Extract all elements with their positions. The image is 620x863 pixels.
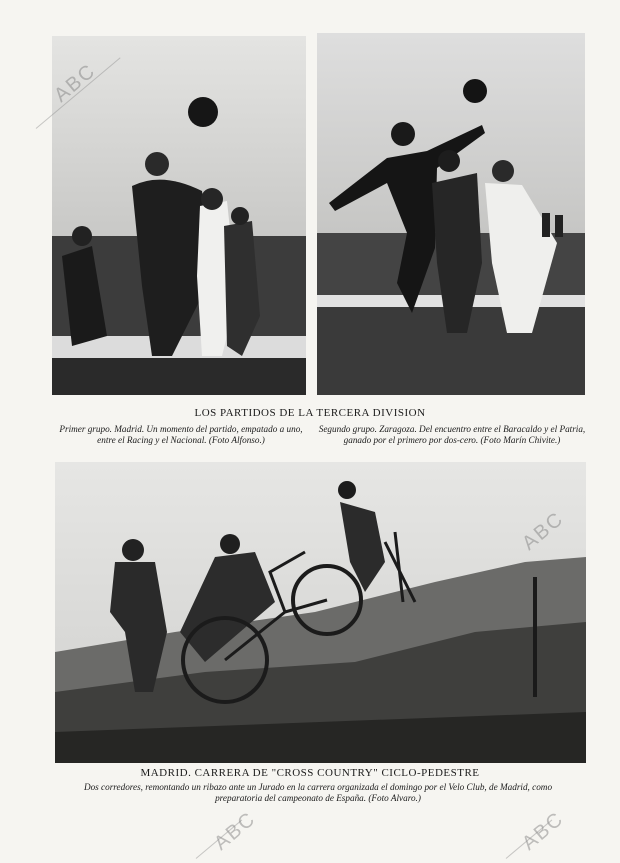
- photo-football-madrid: [52, 36, 306, 395]
- watermark-abc: ABC: [518, 807, 569, 855]
- section-title-cross-country: MADRID. CARRERA DE "CROSS COUNTRY" CICLO-PEDESTRE: [140, 767, 480, 779]
- caption-cross-country: Dos corredores, remontando un ribazo ante un Jurado en la carrera organizada el domingo por el Velo Club, de Madrid, como preparatoria del campeonato de España. (Foto Alvaro.): [83, 782, 553, 803]
- watermark-abc: ABC: [210, 807, 261, 855]
- watermark-abc: ABC: [50, 59, 101, 107]
- section-title-tercera-division: LOS PARTIDOS DE LA TERCERA DIVISION: [194, 407, 426, 419]
- caption-zaragoza-match: Segundo grupo. Zaragoza. Del encuentro entre el Baracaldo y el Patria, ganado por el primero por dos-cero. (Foto Marín Chivite.): [318, 424, 586, 445]
- photo-football-zaragoza-image: [317, 33, 585, 395]
- watermark-line: [506, 820, 553, 859]
- photo-football-zaragoza: [317, 33, 585, 395]
- caption-madrid-match: Primer grupo. Madrid. Un momento del partido, empatado a uno, entre el Racing y el Nacional. (Foto Alfonso.): [59, 424, 303, 445]
- photo-football-madrid-image: [52, 36, 306, 395]
- watermark-line: [196, 820, 243, 859]
- photo-cyclo-cross-race-image: [55, 462, 586, 763]
- photo-cyclo-cross-race: [55, 462, 586, 763]
- watermark-abc: ABC: [518, 507, 569, 555]
